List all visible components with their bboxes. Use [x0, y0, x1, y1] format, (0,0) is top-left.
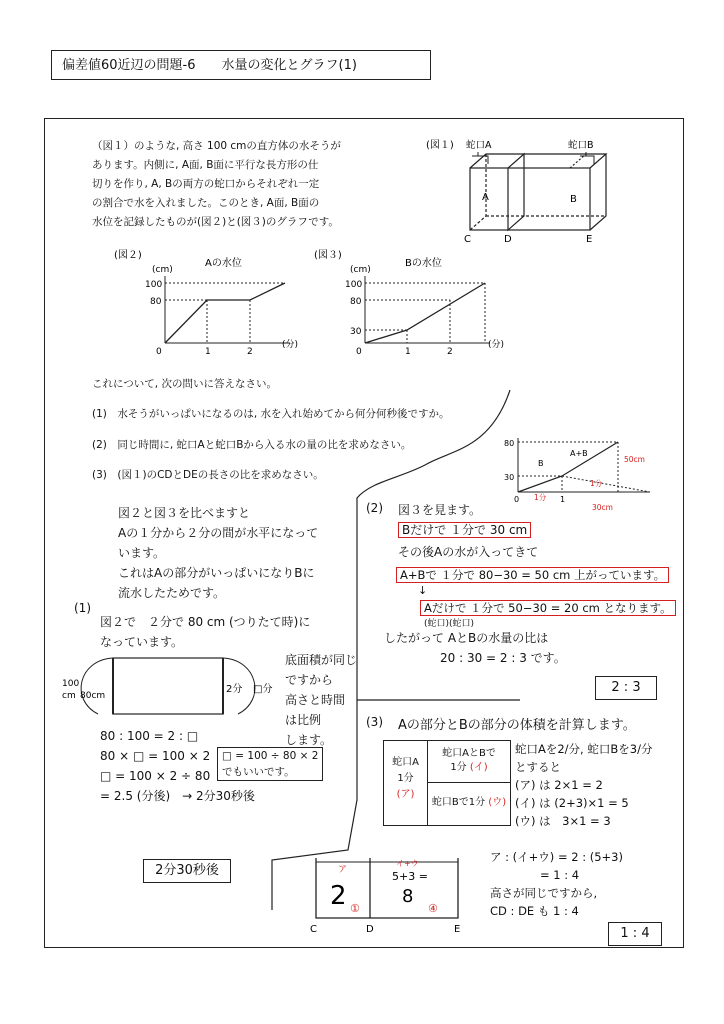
calc-line: 80 : 100 = 2 : □: [100, 729, 199, 743]
answer-2: 2 : 3: [595, 676, 657, 700]
solution2-line: [398, 520, 531, 540]
intro-line: 切りを作り, A, Bの両方の蛇口からそれぞれ一定: [92, 178, 320, 190]
fig2-xtick: 2: [247, 347, 253, 357]
fig3-guides: [365, 283, 485, 343]
solution2-line: その後Aの水が入ってきて: [398, 545, 539, 559]
tank-c: C: [310, 924, 317, 935]
note-line: これはAの部分がいっぱいになりBに: [118, 566, 315, 580]
side-note-line: 高さと時間: [285, 693, 346, 707]
mini-b: B: [538, 459, 544, 468]
intro-line: の割合で水を入れました。このとき, A面, B面の: [92, 197, 320, 209]
mini-x0: 0: [514, 495, 520, 504]
mini-30cm: 30cm: [592, 503, 613, 512]
fig2-label: (図２): [114, 250, 142, 261]
region-b-label: B: [570, 194, 577, 205]
fig2-xunit: (分): [282, 340, 299, 350]
fig3-ytick: 80: [350, 297, 362, 307]
solution3-label: (3): [366, 715, 383, 729]
figure-2-graph: [110, 246, 310, 361]
fig3-ytick: 30: [350, 327, 362, 337]
mini-apb: A+B: [570, 449, 588, 458]
table-top-cell: [428, 741, 510, 783]
solution2-line: したがって AとBの水量の比は: [384, 631, 549, 645]
tank-e: E: [454, 924, 461, 935]
note-line: 図２と図３を比べますと: [118, 506, 251, 520]
calc-line: 80 × □ = 100 × 2: [100, 749, 211, 763]
tank-circle-1: ①: [350, 902, 360, 915]
red-boxed-a: Aだけで １分で 50−30 = 20 cm となります。: [420, 600, 676, 616]
note-line: 流水したためです。: [118, 586, 226, 600]
fig3-water-line: [365, 283, 485, 343]
mini-1min: 1分: [534, 493, 547, 502]
mini-x1: 1: [560, 495, 566, 504]
red-boxed-ab: A+Bで １分で 80−30 = 50 cm 上がっています。: [396, 567, 669, 583]
solution1-notes: [118, 503, 318, 603]
fig2-axes: [165, 276, 290, 343]
fig3-unit: (cm): [350, 265, 371, 275]
table-text: 蛇口A: [392, 757, 419, 768]
note-line: Aの１分から２分の間が水平になって: [118, 526, 319, 540]
fig2-water-line: [165, 283, 285, 343]
solution1-box-note: [217, 747, 323, 781]
solution1-diagram: [58, 650, 283, 720]
corner-e-label: E: [586, 234, 593, 245]
side-note-line: 底面積が同じ: [285, 653, 358, 667]
figure-1-tank: [420, 130, 620, 245]
answer-1: 2分30秒後: [143, 859, 231, 883]
mini-50cm: 50cm: [624, 455, 645, 464]
tank-bc-expr: 5+3 =: [392, 870, 428, 883]
assume-line: 蛇口Aを2/分, 蛇口Bを3/分: [515, 742, 653, 756]
tank-circle-4: ④: [428, 902, 438, 915]
table-text: 蛇口AとBで: [442, 748, 496, 759]
tank-a-mark: ア: [338, 865, 348, 875]
fig3-xtick: 2: [447, 347, 453, 357]
solution3-table: [383, 740, 511, 826]
side-note-line: します。: [285, 733, 333, 747]
intro-line: 水位を記録したものが(図２)と(図３)のグラフです。: [92, 216, 339, 228]
fig2-ytick: 0: [156, 347, 162, 357]
side-note-line: ですから: [285, 673, 334, 687]
solution1-side-note: [285, 650, 357, 750]
problem-intro: [92, 137, 341, 232]
intro-line: あります。内側に, A面, B面に平行な長方形の仕: [92, 159, 319, 171]
mini-1min-b: 1分: [590, 479, 603, 488]
fig2-xtick: 1: [205, 347, 211, 357]
fig3-axes: [365, 276, 490, 343]
intro-line: （図１）のような, 高さ 100 cmの直方体の水そうが: [92, 140, 341, 152]
tank-d: D: [366, 924, 374, 935]
table-bottom-cell: [428, 783, 510, 825]
solution1-line1: 図２で ２分で 80 cm (つりたて時)に: [100, 615, 311, 629]
assume-line: (ア) は 2×1 = 2: [515, 778, 603, 792]
tank-bc-mark: イ+ウ: [396, 859, 419, 868]
ratio-line: = 1 : 4: [540, 868, 580, 882]
calc-line: = 2.5 (分後) → 2分30秒後: [100, 789, 255, 803]
question-3: (3) (図１)のCDとDEの長さの比を求めなさい。: [92, 469, 324, 481]
solution3-assume: [515, 740, 652, 830]
calc-line: □ = 100 × 2 ÷ 80: [100, 769, 211, 783]
corner-d-label: D: [504, 234, 512, 245]
tank-a-val: 2: [330, 881, 347, 911]
page-title: 偏差値60近辺の問題-6 水量の変化とグラフ(1): [51, 50, 431, 80]
fig3-ytick: 100: [345, 280, 363, 290]
fig3-label: (図３): [314, 250, 342, 261]
solution3-ratio: [490, 848, 623, 920]
table-text: (ウ): [488, 797, 507, 808]
diag-right: 2分: [226, 684, 243, 695]
diag-mid: 80cm: [80, 691, 106, 701]
red-boxed-b: Bだけで １分で 30 cm: [398, 522, 531, 538]
fig3-ytick: 0: [356, 347, 362, 357]
diag-right2: □分: [253, 684, 273, 695]
tank-outline: [470, 154, 606, 230]
fig1-label: (図１): [426, 140, 454, 151]
answer-3: 1 : 4: [608, 922, 662, 946]
fig2-ytick: 80: [150, 297, 162, 307]
question-prompt: これについて, 次の問いに答えなさい。: [92, 378, 277, 390]
fig2-title: Aの水位: [205, 258, 242, 269]
box-note-line: でもいいです。: [222, 766, 295, 778]
faucet-b-label: 蛇口B: [568, 140, 594, 151]
tank-bc-val: 8: [402, 886, 414, 907]
question-1: (1) 水そうがいっぱいになるのは, 水を入れ始めてから何分何秒後ですか。: [92, 408, 450, 420]
table-left-cell: [384, 741, 428, 825]
figure-3-graph: [310, 246, 520, 361]
solution1-line2: なっています。: [100, 635, 184, 649]
side-note-line: は比例: [285, 713, 322, 727]
solution2-line: (蛇口)(蛇口): [424, 619, 475, 629]
corner-c-label: C: [464, 234, 471, 245]
table-text: 1分: [450, 762, 467, 773]
solution3-heading: Aの部分とBの部分の体積を計算します。: [398, 718, 636, 733]
solution2-line: 図３を見ます。: [398, 503, 482, 517]
table-text: 1分: [397, 773, 414, 784]
solution2-line: 20 : 30 = 2 : 3 です。: [440, 651, 566, 665]
mini-graph-2: [500, 430, 680, 515]
table-text: 蛇口Bで1分: [431, 797, 486, 808]
solution1-label: (1): [74, 601, 91, 615]
question-2: (2) 同じ時間に, 蛇口Aと蛇口Bから入る水の量の比を求めなさい。: [92, 439, 412, 451]
assume-line: (ウ) は 3×1 = 3: [515, 814, 611, 828]
fig3-xtick: 1: [405, 347, 411, 357]
solution2-label: (2): [366, 501, 383, 515]
assume-line: とすると: [515, 760, 561, 774]
assume-line: (イ) は (2+3)×1 = 5: [515, 796, 629, 810]
solution3-tank: [300, 852, 480, 937]
fig3-title: Bの水位: [405, 258, 442, 269]
diag-left2: cm: [62, 691, 76, 701]
solution2-line: [396, 565, 669, 585]
box-note-line: □ = 100 ÷ 80 × 2: [222, 750, 319, 762]
mini-y80: 80: [504, 439, 515, 448]
table-text: (ア): [396, 789, 415, 800]
region-a-label: A: [482, 192, 489, 203]
ratio-line: CD : DE も 1 : 4: [490, 904, 579, 918]
fig2-unit: (cm): [152, 265, 173, 275]
table-text: (イ): [469, 762, 488, 773]
ratio-line: ア : (イ+ウ) = 2 : (5+3): [490, 850, 623, 864]
fig3-xunit: (分): [488, 340, 505, 350]
diag-left: 100: [62, 679, 80, 689]
mini-y30: 30: [504, 473, 515, 482]
ratio-line: 高さが同じですから,: [490, 886, 598, 900]
fig2-ytick: 100: [145, 280, 163, 290]
note-line: います。: [118, 546, 166, 560]
arrow-down-icon: ↓: [418, 584, 428, 597]
faucet-a-label: 蛇口A: [466, 140, 492, 151]
